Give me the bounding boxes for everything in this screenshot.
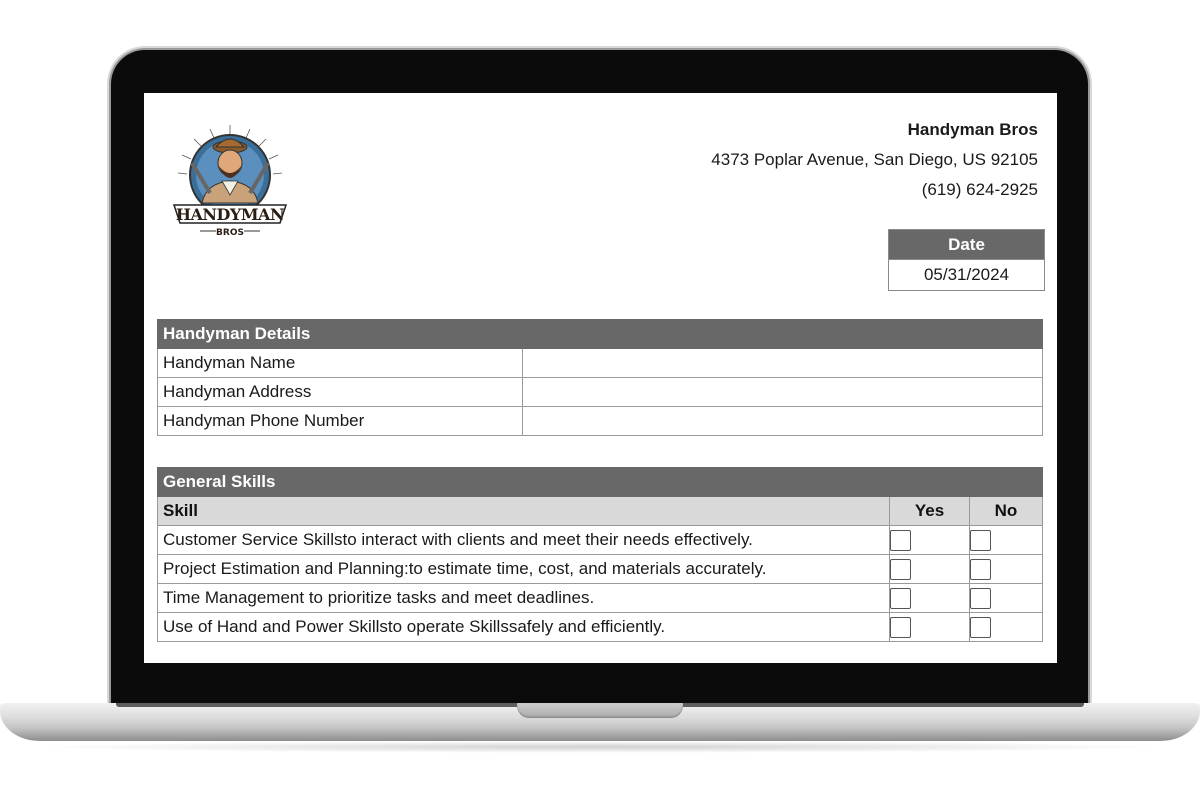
yes-cell (890, 584, 970, 613)
detail-value-name[interactable] (523, 349, 1043, 378)
company-address: 4373 Poplar Avenue, San Diego, US 92105 (711, 150, 1038, 169)
handyman-details-table (157, 319, 1043, 436)
company-phone: (619) 624-2925 (921, 180, 1038, 199)
no-checkbox[interactable] (970, 559, 991, 580)
table-row (158, 584, 1043, 613)
date-box (888, 229, 1045, 291)
table-row (158, 407, 1043, 436)
handyman-details-title: Handyman Details (158, 320, 1043, 349)
table-row (158, 555, 1043, 584)
yes-checkbox[interactable] (890, 530, 911, 551)
yes-cell (890, 613, 970, 642)
detail-label-name: Handyman Name (158, 349, 523, 378)
laptop-open-notch (517, 703, 683, 718)
column-header-yes: Yes (890, 497, 970, 526)
company-info (711, 115, 1038, 205)
table-row (158, 349, 1043, 378)
detail-value-address[interactable] (523, 378, 1043, 407)
handyman-logo (170, 123, 290, 243)
table-row (158, 613, 1043, 642)
no-cell (970, 555, 1043, 584)
column-header-no: No (970, 497, 1043, 526)
table-row (158, 378, 1043, 407)
yes-checkbox[interactable] (890, 617, 911, 638)
logo-text: HANDYMAN (175, 205, 285, 224)
no-cell (970, 526, 1043, 555)
date-label: Date (889, 230, 1044, 259)
logo-subtext: BROS (216, 228, 244, 238)
skill-text: Project Estimation and Planning:to estimate time, cost, and materials accurately. (158, 555, 890, 584)
date-value[interactable]: 05/31/2024 (889, 259, 1044, 290)
column-header-skill: Skill (158, 497, 890, 526)
yes-cell (890, 555, 970, 584)
no-cell (970, 613, 1043, 642)
yes-cell (890, 526, 970, 555)
no-checkbox[interactable] (970, 530, 991, 551)
detail-label-address: Handyman Address (158, 378, 523, 407)
general-skills-title: General Skills (158, 468, 1043, 497)
detail-label-phone: Handyman Phone Number (158, 407, 523, 436)
company-name: Handyman Bros (907, 120, 1038, 139)
skill-text: Use of Hand and Power Skillsto operate Skillssafely and efficiently. (158, 613, 890, 642)
general-skills-table (157, 467, 1043, 642)
laptop-screen (144, 93, 1057, 663)
skill-text: Time Management to prioritize tasks and meet deadlines. (158, 584, 890, 613)
laptop-shadow (30, 741, 1170, 753)
no-checkbox[interactable] (970, 617, 991, 638)
no-checkbox[interactable] (970, 588, 991, 609)
skill-text: Customer Service Skillsto interact with clients and meet their needs effectively. (158, 526, 890, 555)
no-cell (970, 584, 1043, 613)
yes-checkbox[interactable] (890, 588, 911, 609)
yes-checkbox[interactable] (890, 559, 911, 580)
detail-value-phone[interactable] (523, 407, 1043, 436)
table-row (158, 526, 1043, 555)
